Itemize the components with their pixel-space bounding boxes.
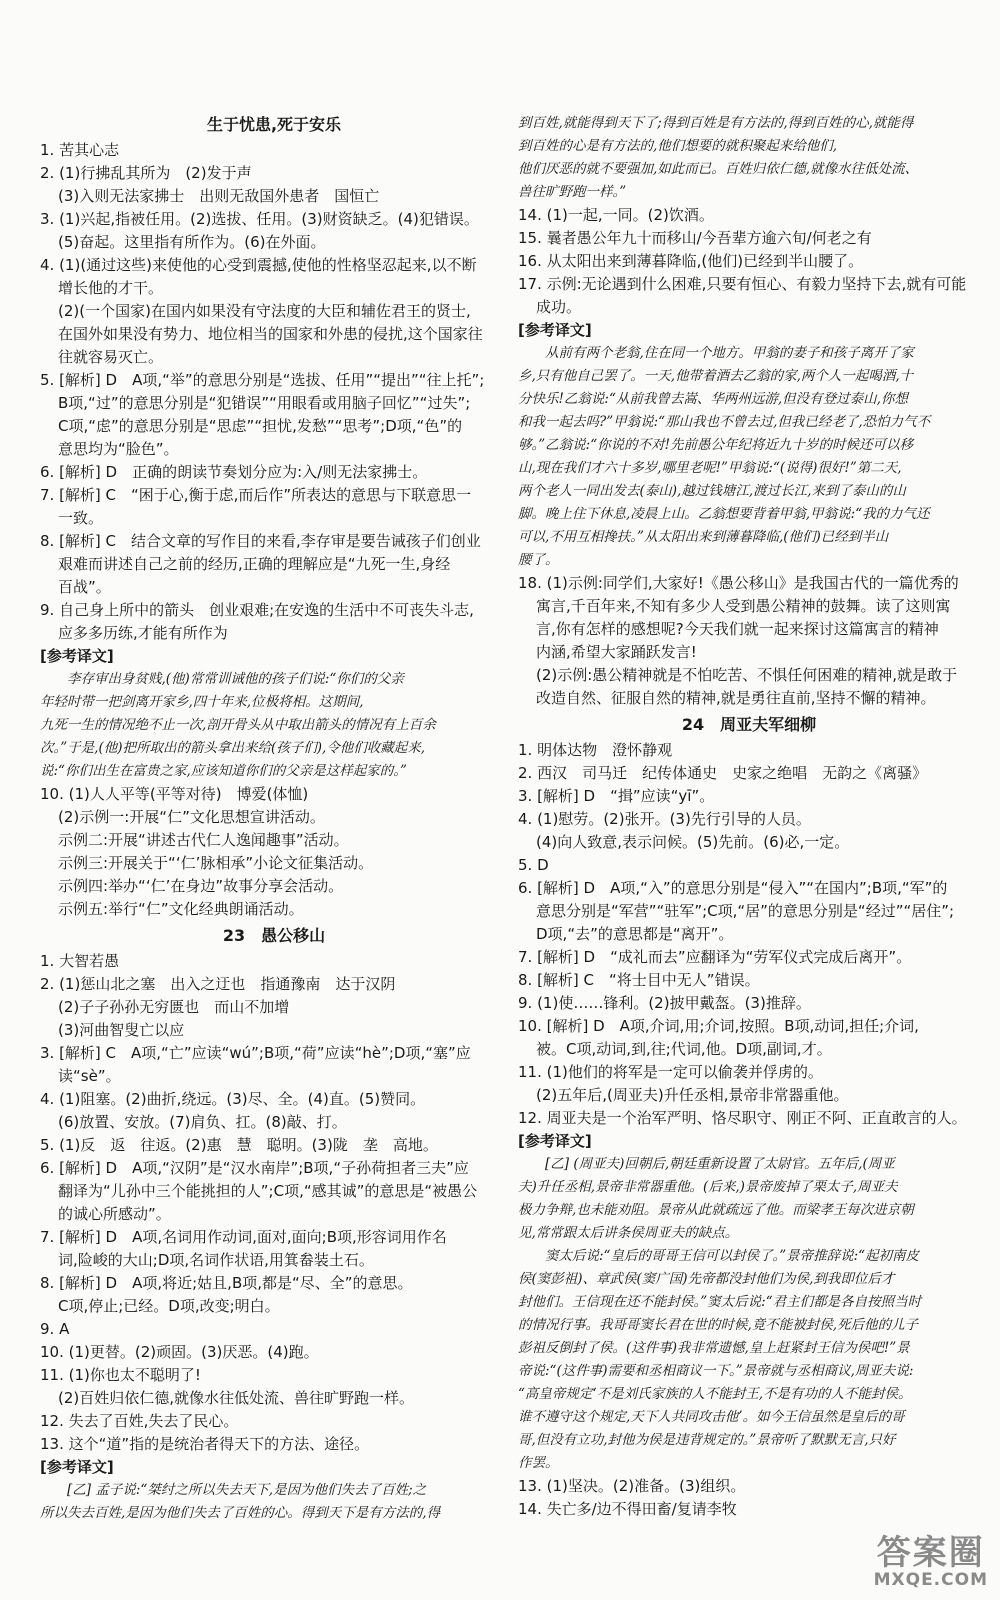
reference-translation <box>518 342 980 572</box>
answer-line: (2)五年后,(周亚夫)升任丞相,景帝非常器重他。 <box>536 1086 849 1104</box>
answer-line: 意思分别是“军营”“驻军”;C项,“居”的意思分别是“经过”“居住”; <box>536 902 955 920</box>
answer-line: 应多多历练,才能有所作为 <box>58 624 228 642</box>
answer-line: 4. (1)阻塞。(2)曲折,绕远。(3)尽、全。(4)直。(5)赞同。 <box>40 1090 426 1108</box>
left-column <box>40 112 508 1525</box>
answer-list <box>518 204 980 319</box>
answer-line: 增长他的才干。 <box>58 279 164 297</box>
answer-line: 10. (1)人人平等(平等对待) 博爱(体恤) <box>40 785 309 803</box>
site-watermark <box>873 1533 988 1591</box>
answer-line: 6. [解析] D A项,“入”的意思分别是“侵入”“在国内”;B项,“军”的 <box>518 879 948 897</box>
translation-line: 窦太后说:“皇后的哥哥王信可以封侯了。”景帝推辞说:“起初南皮 <box>518 1248 920 1264</box>
answer-line: 15. 曩者愚公年九十而移山/今吾辈方逾六旬/何老之有 <box>518 229 872 247</box>
answer-line: 4. (1)(通过这些)来使他的心受到震撼,使他的性格坚忍起来,以不断 <box>40 256 477 274</box>
answer-list <box>40 139 508 645</box>
answer-line: 2. 西汉 司马迁 纪传体通史 史家之绝唱 无韵之《离骚》 <box>518 764 928 782</box>
translation-line: 侯(窦彭祖)、章武侯(窦广国)先帝都没封他们为侯,到我即位后才 <box>518 1271 895 1287</box>
answer-line: 5. (1)反 返 往返。(2)惠 慧 聪明。(3)陇 垄 高地。 <box>40 1136 438 1154</box>
answer-line: 3. [解析] C A项,“亡”应读“wú”;B项,“荷”应读“hè”;D项,“塞”应 <box>40 1044 471 1062</box>
answer-line: (6)放置、安放。(7)肩负、扛。(8)敲、打。 <box>58 1113 347 1131</box>
translation-line: 所以失去百姓,是因为他们失去了百姓的心。得到天下是有方法的,得 <box>40 1505 441 1521</box>
answer-line: (2)(一个国家)在国内如果没有守法度的大臣和辅佐君王的贤士, <box>58 302 471 320</box>
translation-line: 他们厌恶的就不要强加,如此而已。百姓归依仁德,就像水往低处流、 <box>518 161 919 177</box>
reference-heading: [参考译文] <box>40 647 114 665</box>
translation-line: 说:“你们出生在富贵之家,应该知道你们的父亲是这样起家的。” <box>40 763 407 779</box>
translation-line: 兽往旷野跑一样。” <box>518 184 627 200</box>
answer-line: 7. [解析] D “成礼而去”应翻译为“劳军仪式完成后离开”。 <box>518 948 912 966</box>
answer-line: C项,“虑”的意思分别是“思虑”“担忧,发愁”“思考”;D项,“色”的 <box>58 417 463 435</box>
answer-line: 言,你有怎样的感想呢?今天我们就一起来探讨这篇寓言的精神 <box>536 620 939 638</box>
answer-line: 9. 自己身上所中的箭头 创业艰难;在安逸的生活中不可丧失斗志, <box>40 601 474 619</box>
answer-line: 示例三:开展关于“‘仁’脉相承”小论文征集活动。 <box>58 854 374 872</box>
answer-line: 10. [解析] D A项,介词,用;介词,按照。B项,动词,担任;介词, <box>518 1017 919 1035</box>
translation-line: 脚。晚上住下休息,凌晨上山。乙翁想要背着甲翁,甲翁说:“我的力气还 <box>518 506 930 522</box>
answer-list <box>518 739 980 1130</box>
answer-line: 10. (1)更替。(2)顽固。(3)厌恶。(4)跑。 <box>40 1343 319 1361</box>
translation-line: 哥,但没有立功,封他为侯是违背规定的。”景帝听了默默无言,只好 <box>518 1432 896 1448</box>
translation-line: [乙] (周亚夫)回朝后,朝廷重新设置了太尉官。五年后,(周亚 <box>518 1156 895 1172</box>
answer-line: 8. [解析] C 结合文章的写作目的来看,李存审是要告诫孩子们创业 <box>40 532 481 550</box>
translation-line: 九死一生的情况绝不止一次,剖开骨头从中取出箭头的情况有上百余 <box>40 717 436 733</box>
translation-line: 帝说:“(这件事)需要和丞相商议一下。”景帝就与丞相商议,周亚夫说: <box>518 1363 914 1379</box>
answer-line: 12. 失去了百姓,失去了民心。 <box>40 1412 239 1430</box>
answer-line: 7. [解析] D A项,名词用作动词,面对,面向;B项,形容词用作名 <box>40 1228 447 1246</box>
answer-list <box>518 1475 980 1521</box>
translation-line: 极力争辩,也未能劝阻。景帝从此就疏远了他。而梁孝王每次进京朝 <box>518 1202 914 1218</box>
answer-line: 读“sè”。 <box>58 1067 121 1085</box>
answer-line: 14. 失亡多/边不得田畜/复请李牧 <box>518 1500 737 1518</box>
answer-line: 词,险峻的大山;D项,名词作状语,用箕畚装土石。 <box>58 1251 374 1269</box>
answer-line: 4. (1)慰劳。(2)张开。(3)先行引导的人员。 <box>518 810 811 828</box>
answer-line: 14. (1)一起,一同。(2)饮酒。 <box>518 206 714 224</box>
watermark-url: MXQE.COM <box>873 1570 988 1591</box>
translation-line: 乡,只有他自己罢了。一天,他带着酒去乙翁的家,两个人一起喝酒,十 <box>518 368 914 384</box>
translation-line: 和我一起去吗?”甲翁说:“那山我也不曾去过,但我已经老了,恐怕力气不 <box>518 414 931 430</box>
answer-line: 翻译为“儿孙中三个能挑担的人”;C项,“感其诚”的意思是“被愚公 <box>58 1182 478 1200</box>
translation-line: 的情况行事。我哥哥窦长君在世的时候,竟不能被封侯,死后他的儿子 <box>518 1317 919 1333</box>
answer-line: (2)子子孙孙无穷匮也 而山不加增 <box>58 998 290 1016</box>
answer-line: (5)奋起。这里指有所作为。(6)在外面。 <box>58 233 326 251</box>
answer-line: 17. 示例:无论遇到什么困难,只要有恒心、有毅力坚持下去,就有可能 <box>518 275 967 293</box>
answer-line: 11. (1)你也太不聪明了! <box>40 1366 201 1384</box>
answer-list <box>518 572 980 710</box>
translation-line: 到百姓,就能得到天下了;得到百姓是有方法的,得到百姓的心,就能得 <box>518 115 914 131</box>
answer-line: 5. D <box>518 856 549 874</box>
answer-line: 1. 大智若愚 <box>40 952 120 970</box>
reference-translation <box>518 1153 980 1475</box>
answer-line: 示例五:举行“仁”文化经典朗诵活动。 <box>58 900 304 918</box>
translation-line: 次。”于是,(他)把所取出的箭头拿出来给(孩子们),令他们收藏起来, <box>40 740 426 756</box>
answer-line: 6. [解析] D A项,“汉阴”是“汉水南岸”;B项,“子孙荷担者三夫”应 <box>40 1159 469 1177</box>
answer-line: 1. 苦其心志 <box>40 141 120 159</box>
answer-line: 示例四:举办“‘仁’在身边”故事分享会活动。 <box>58 877 344 895</box>
reference-heading: [参考译文] <box>518 321 592 339</box>
answer-line: 18. (1)示例:同学们,大家好!《愚公移山》是我国古代的一篇优秀的 <box>518 574 959 592</box>
translation-line: 见,常常跟太后讲条侯周亚夫的缺点。 <box>518 1225 739 1241</box>
answer-line: 9. A <box>40 1320 70 1338</box>
answer-line: 11. (1)他们的将军是一定可以偷袭并俘虏的。 <box>518 1063 823 1081</box>
translation-line: 腰了。 <box>518 552 559 568</box>
section-title: 23 愚公移山 <box>222 926 326 945</box>
answer-line: 6. [解析] D 正确的朗读节奏划分应为:入/则无法家拂士。 <box>40 463 428 481</box>
translation-line: 夫)升任丞相,景帝非常器重他。(后来,)景帝废掉了栗太子,周亚夫 <box>518 1179 898 1195</box>
answer-line: 13. (1)坚决。(2)准备。(3)组织。 <box>518 1477 746 1495</box>
answer-line: 7. [解析] C “困于心,衡于虑,而后作”所表达的意思与下联意思一 <box>40 486 472 504</box>
answer-line: (3)入则无法家拂士 出则无敌国外患者 国恒亡 <box>58 187 380 205</box>
answer-line: 改造自然、征服自然的精神,就是勇往直前,坚持不懈的精神。 <box>536 689 936 707</box>
answer-line: 内涵,希望大家踊跃发言! <box>536 643 697 661</box>
answer-line: 寓言,千百年来,不知有多少人受到愚公精神的鼓舞。读了这则寓 <box>536 597 951 615</box>
answer-line: 16. 从太阳出来到薄暮降临,(他们)已经到半山腰了。 <box>518 252 864 270</box>
answer-line: 艰难而讲述自己之前的经历,正确的理解应是“九死一生,身经 <box>58 555 451 573</box>
translation-line: 两个老人一同出发去(泰山),越过钱塘江,渡过长江,来到了泰山的山 <box>518 483 906 499</box>
answer-line: (2)百姓归依仁德,就像水往低处流、兽往旷野跑一样。 <box>58 1389 415 1407</box>
translation-line: 山,现在我们才六十多岁,哪里老呢!”甲翁说:“(说得)很好!”第二天, <box>518 460 902 476</box>
answer-line: 12. 周亚夫是一个治军严明、恪尽职守、刚正不阿、正直敢言的人。 <box>518 1109 967 1127</box>
translation-line: 李存审出身贫贱,(他)常常训诫他的孩子们说:“你们的父亲 <box>40 671 404 687</box>
answer-line: 1. 明体达物 澄怀静观 <box>518 741 673 759</box>
answer-line: 被。C项,动词,到,往;代词,他。D项,副词,才。 <box>536 1040 832 1058</box>
answer-list <box>40 783 508 921</box>
answer-line: 3. (1)兴起,指被任用。(2)选拔、任用。(3)财资缺乏。(4)犯错误。 <box>40 210 479 228</box>
right-column <box>518 112 980 1521</box>
translation-line: 年轻时带一把剑离开家乡,四十年来,位极将相。这期间, <box>40 694 364 710</box>
translation-line: 可以,不用互相搀扶。”从太阳出来到薄暮降临,(他们)已经到半山 <box>518 529 889 545</box>
answer-line: 8. [解析] D A项,将近;姑且,B项,都是“尽、全”的意思。 <box>40 1274 413 1292</box>
answer-line: D项,“去”的意思都是“离开”。 <box>536 925 734 943</box>
answer-line: (2)示例:愚公精神就是不怕吃苦、不惧任何困难的精神,就是敢于 <box>536 666 958 684</box>
answer-line: 一致。 <box>58 509 104 527</box>
answer-line: 2. (1)惩山北之塞 出入之迂也 指通豫南 达于汉阴 <box>40 975 396 993</box>
section-title: 24 周亚夫军细柳 <box>681 715 817 734</box>
reference-translation <box>40 1479 508 1525</box>
translation-line: 从前有两个老翁,住在同一个地方。甲翁的妻子和孩子离开了家 <box>518 345 914 361</box>
answer-line: 3. [解析] D “揖”应读“yī”。 <box>518 787 715 805</box>
answer-line: 的诚心所感动”。 <box>58 1205 171 1223</box>
answer-line: 8. [解析] C “将士目中无人”错误。 <box>518 971 760 989</box>
answer-line: C项,停止;已经。D项,改变;明白。 <box>58 1297 280 1315</box>
answer-line: 在国外如果没有势力、地位相当的国家和外患的侵扰,这个国家往 <box>58 325 483 343</box>
answer-line: 5. [解析] D A项,“举”的意思分别是“选拔、任用”“提出”“往上托”; <box>40 371 485 389</box>
answer-line: (3)河曲智叟亡以应 <box>58 1021 185 1039</box>
reference-heading: [参考译文] <box>40 1458 114 1476</box>
answer-list <box>40 950 508 1456</box>
translation-line: 作罢。 <box>518 1455 559 1471</box>
translation-line: [乙] 孟子说:“桀纣之所以失去天下,是因为他们失去了百姓;之 <box>40 1482 427 1498</box>
reference-heading: [参考译文] <box>518 1132 592 1150</box>
translation-line: 分快乐!乙翁说:“从前我曾去嵩、华两州远游,但没有登过泰山,你想 <box>518 391 908 407</box>
reference-translation-continued <box>518 112 980 204</box>
answer-line: (4)向人致意,表示问候。(5)先前。(6)必,一定。 <box>536 833 850 851</box>
answer-line: B项,“过”的意思分别是“犯错误”“用眼看或用脑子回忆”“过失”; <box>58 394 471 412</box>
reference-translation <box>40 668 508 783</box>
answer-line: 2. (1)行拂乱其所为 (2)发于声 <box>40 164 252 182</box>
translation-line: 够。”乙翁说:“你说的不对!先前愚公年纪将近九十岁的时候还可以移 <box>518 437 914 453</box>
answer-line: 意思均为“脸色”。 <box>58 440 179 458</box>
translation-line: 彭祖反倒封了侯。(这件事)我非常遗憾,皇上赶紧封王信为侯吧!”景 <box>518 1340 910 1356</box>
translation-line: 封他们。王信现在还不能封侯。”窦太后说:“君主们都是各自按照当时 <box>518 1294 922 1310</box>
answer-line: 13. 这个“道”指的是统治者得天下的方法、途径。 <box>40 1435 370 1453</box>
answer-line: 成功。 <box>536 298 582 316</box>
answer-line: 百战”。 <box>58 578 111 596</box>
watermark-logo-text: 答案圈 <box>876 1533 985 1574</box>
answer-line: 往就容易灭亡。 <box>58 348 164 366</box>
answer-line: 9. (1)使……锋利。(2)披甲戴盔。(3)推辞。 <box>518 994 811 1012</box>
translation-line: “高皇帝规定‘不是刘氏家族的人不能封王,不是有功的人不能封侯。 <box>518 1386 912 1402</box>
answer-line: 示例二:开展“讲述古代仁人逸闻趣事”活动。 <box>58 831 349 849</box>
section-title: 生于忧患,死于安乐 <box>206 115 342 134</box>
answer-line: (2)示例一:开展“仁”文化思想宣讲活动。 <box>58 808 325 826</box>
translation-line: 谁不遵守这个规定,天下人共同攻击他’。如今王信虽然是皇后的哥 <box>518 1409 905 1425</box>
translation-line: 到百姓的心是有方法的,他们想要的就积聚起来给他们, <box>518 138 838 154</box>
